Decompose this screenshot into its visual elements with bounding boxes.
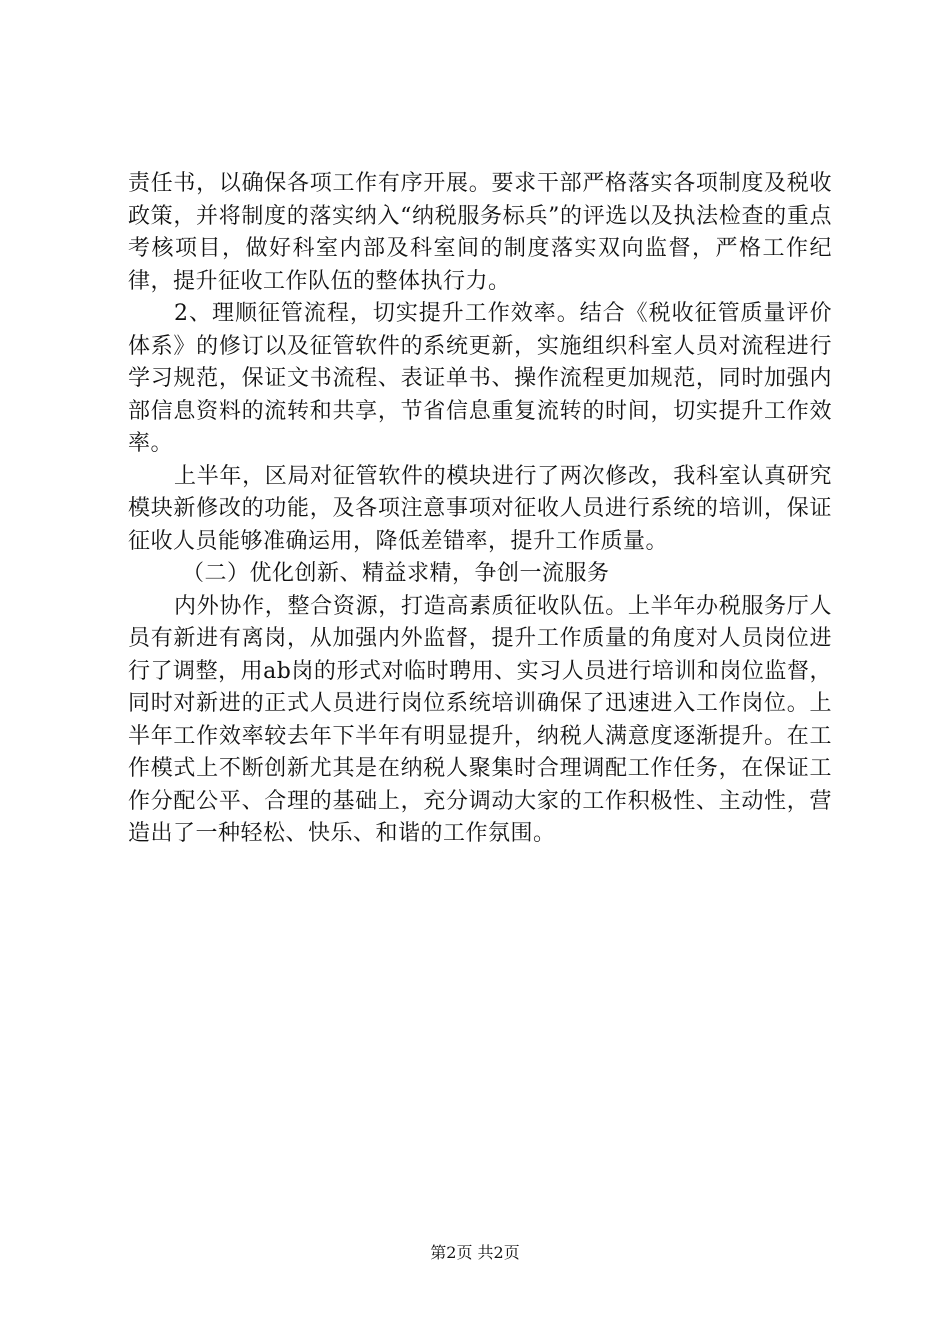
paragraph-process: 2、理顺征管流程，切实提升工作效率。结合《税收征管质量评价体系》的修订以及征管软件的系统更新，实施组织科室人员对流程进行学习规范，保证文书流程、表证单书、操作流程更加规范，同时加强内部信息资料的流转和共享，节省信息重复流转的时间，切实提升工作效率。 [128,301,832,456]
section-heading: （二）优化创新、精益求精，争创一流服务 [182,561,610,586]
page-footer: 第2页 共2页 [430,1243,520,1262]
paragraph-team-building: 内外协作，整合资源，打造高素质征收队伍。上半年办税服务厅人员有新进有离岗，从加强内外监督，提升工作质量的角度对人员岗位进行了调整，用ab岗的形式对临时聘用、实习人员进行培训和岗位监督，同时对新进的正式人员进行岗位系统培训确保了迅速进入工作岗位。上半年工作效率较去年下半年有明显提升，纳税人满意度逐渐提升。在工作模式上不断创新尤其是在纳税人聚集时合理调配工作任务，在保证工作分配公平、合理的基础上，充分调动大家的工作积极性、主动性，营造出了一种轻松、快乐、和谐的工作氛围。 [128,593,832,846]
page-content [128,168,832,851]
paragraph-responsibility: 责任书，以确保各项工作有序开展。要求干部严格落实各项制度及税收政策，并将制度的落实纳入“纳税服务标兵”的评选以及执法检查的重点考核项目，做好科室内部及科室间的制度落实双向监督，严格工作纪律，提升征收工作队伍的整体执行力。 [128,171,832,294]
paragraph-software-update: 上半年，区局对征管软件的模块进行了两次修改，我科室认真研究模块新修改的功能，及各项注意事项对征收人员进行系统的培训，保证征收人员能够准确运用，降低差错率，提升工作质量。 [128,463,832,554]
